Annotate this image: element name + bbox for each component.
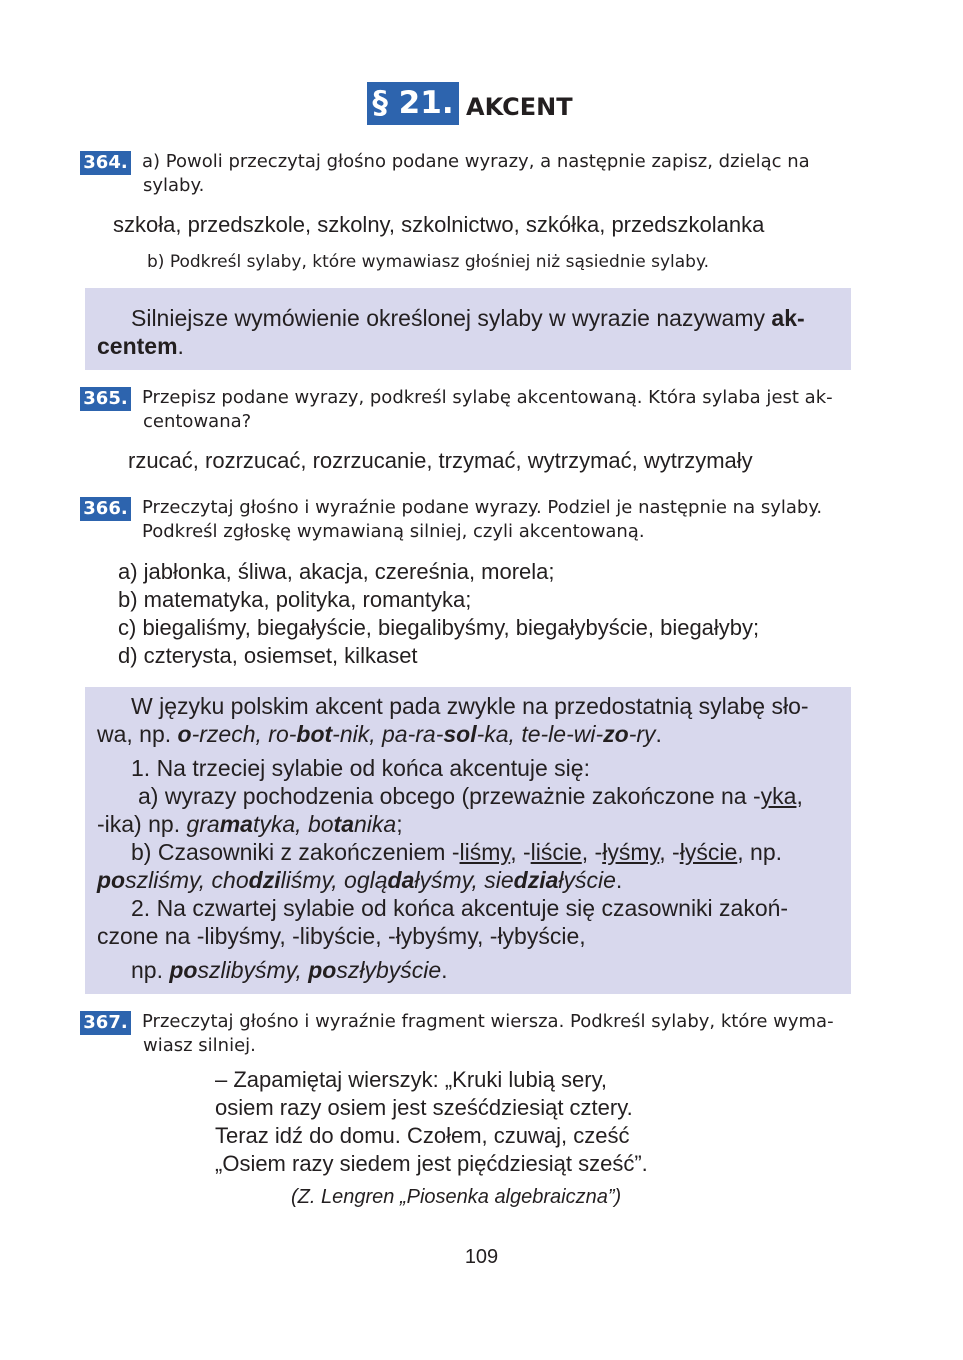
rule-2-line-1: W języku polskim akcent pada zwykle na przedostatnią sylabę sło- [131, 693, 809, 719]
section-title: AKCENT [466, 93, 573, 121]
section-number-badge: § 21. [367, 82, 459, 125]
page-number: 109 [464, 1246, 499, 1268]
rule-1-line-1: Silniejsze wymówienie określonej sylaby w wyrazie nazywamy ak- [131, 305, 805, 331]
instruction-line: sylaby. [143, 175, 205, 196]
poem-line: osiem razy osiem jest sześćdziesiąt cztery. [215, 1095, 633, 1120]
list-item: b) matematyka, polityka, romantyka; [118, 587, 472, 612]
exercise-367-instruction [142, 1010, 854, 1058]
exercise-365-words: rzucać, rozrzucać, rozrzucanie, trzymać, wytrzymać, wytrzymały [128, 448, 753, 473]
poem-line: – Zapamiętaj wierszyk: „Kruki lubią sery, [215, 1067, 608, 1092]
list-item: d) czterysta, osiemset, kilkaset [118, 643, 418, 668]
rule-1-line-2: centem. [97, 333, 184, 359]
rule-2-line-2: wa, np. o-rzech, ro-bot-nik, pa-ra-sol-ka, te-le-wi-zo-ry. [97, 721, 662, 747]
rule-2-line-3: 1. Na trzeciej sylabie od końca akcentuje się: [131, 755, 590, 781]
instruction-line: centowana? [143, 411, 252, 432]
exercise-364-words: szkoła, przedszkole, szkolny, szkolnictwo, szkółka, przedszkolanka [113, 212, 765, 237]
exercise-number-367: 367. [80, 1011, 131, 1035]
instruction-line: Przepisz podane wyrazy, podkreśl sylabę akcentowaną. Która sylaba jest ak- [142, 387, 833, 408]
exercise-number-366: 366. [80, 497, 131, 521]
instruction-line: Przeczytaj głośno i wyraźnie podane wyrazy. Podziel je następnie na sylaby. [142, 497, 823, 518]
exercise-366-list [118, 558, 759, 670]
instruction-line: Przeczytaj głośno i wyraźnie fragment wiersza. Podkreśl sylaby, które wyma- [142, 1011, 834, 1032]
poem-source: (Z. Lengren „Piosenka algebraiczna”) [291, 1186, 622, 1208]
list-item: a) jabłonka, śliwa, akacja, czereśnia, morela; [118, 559, 555, 584]
exercise-number-364: 364. [80, 151, 131, 175]
exercise-366-instruction [142, 496, 854, 544]
rule-2-line-6: b) Czasowniki z zakończeniem -liśmy, -liście, -łyśmy, -łyście, np. [131, 839, 783, 865]
rule-2-line-10: np. poszlibyśmy, poszłybyście. [131, 957, 448, 983]
poem-fragment [215, 1066, 648, 1178]
rule-2-line-7: poszliśmy, chodziliśmy, oglądałyśmy, siedziałyście. [97, 867, 623, 893]
poem-line: „Osiem razy siedem jest pięćdziesiąt sześć”. [215, 1151, 648, 1176]
rule-2-line-4: a) wyrazy pochodzenia obcego (przeważnie zakończone na -yka, [138, 783, 803, 809]
instruction-line: wiasz silniej. [143, 1035, 256, 1056]
rule-2-line-8: 2. Na czwartej sylabie od końca akcentuje się czasowniki zakoń- [131, 895, 789, 921]
list-item: c) biegaliśmy, biegałyście, biegalibyśmy, biegałybyście, biegałyby; [118, 615, 760, 640]
exercise-number-365: 365. [80, 387, 131, 411]
exercise-364-instruction [142, 150, 854, 198]
exercise-365-instruction [142, 386, 854, 434]
instruction-line: Podkreśl zgłoskę wymawianą silniej, czyli akcentowaną. [142, 521, 645, 542]
exercise-364-instruction-b: b) Podkreśl sylaby, które wymawiasz głośniej niż sąsiednie sylaby. [147, 252, 709, 272]
poem-line: Teraz idź do domu. Czołem, czuwaj, cześć [215, 1123, 630, 1148]
rule-2-line-9: czone na -libyśmy, -libyście, -łybyśmy, -łybyście, [97, 923, 586, 949]
instruction-line: a) Powoli przeczytaj głośno podane wyrazy, a następnie zapisz, dzieląc na [142, 151, 810, 172]
rule-2-line-5: -ika) np. gramatyka, botanika; [97, 811, 403, 837]
